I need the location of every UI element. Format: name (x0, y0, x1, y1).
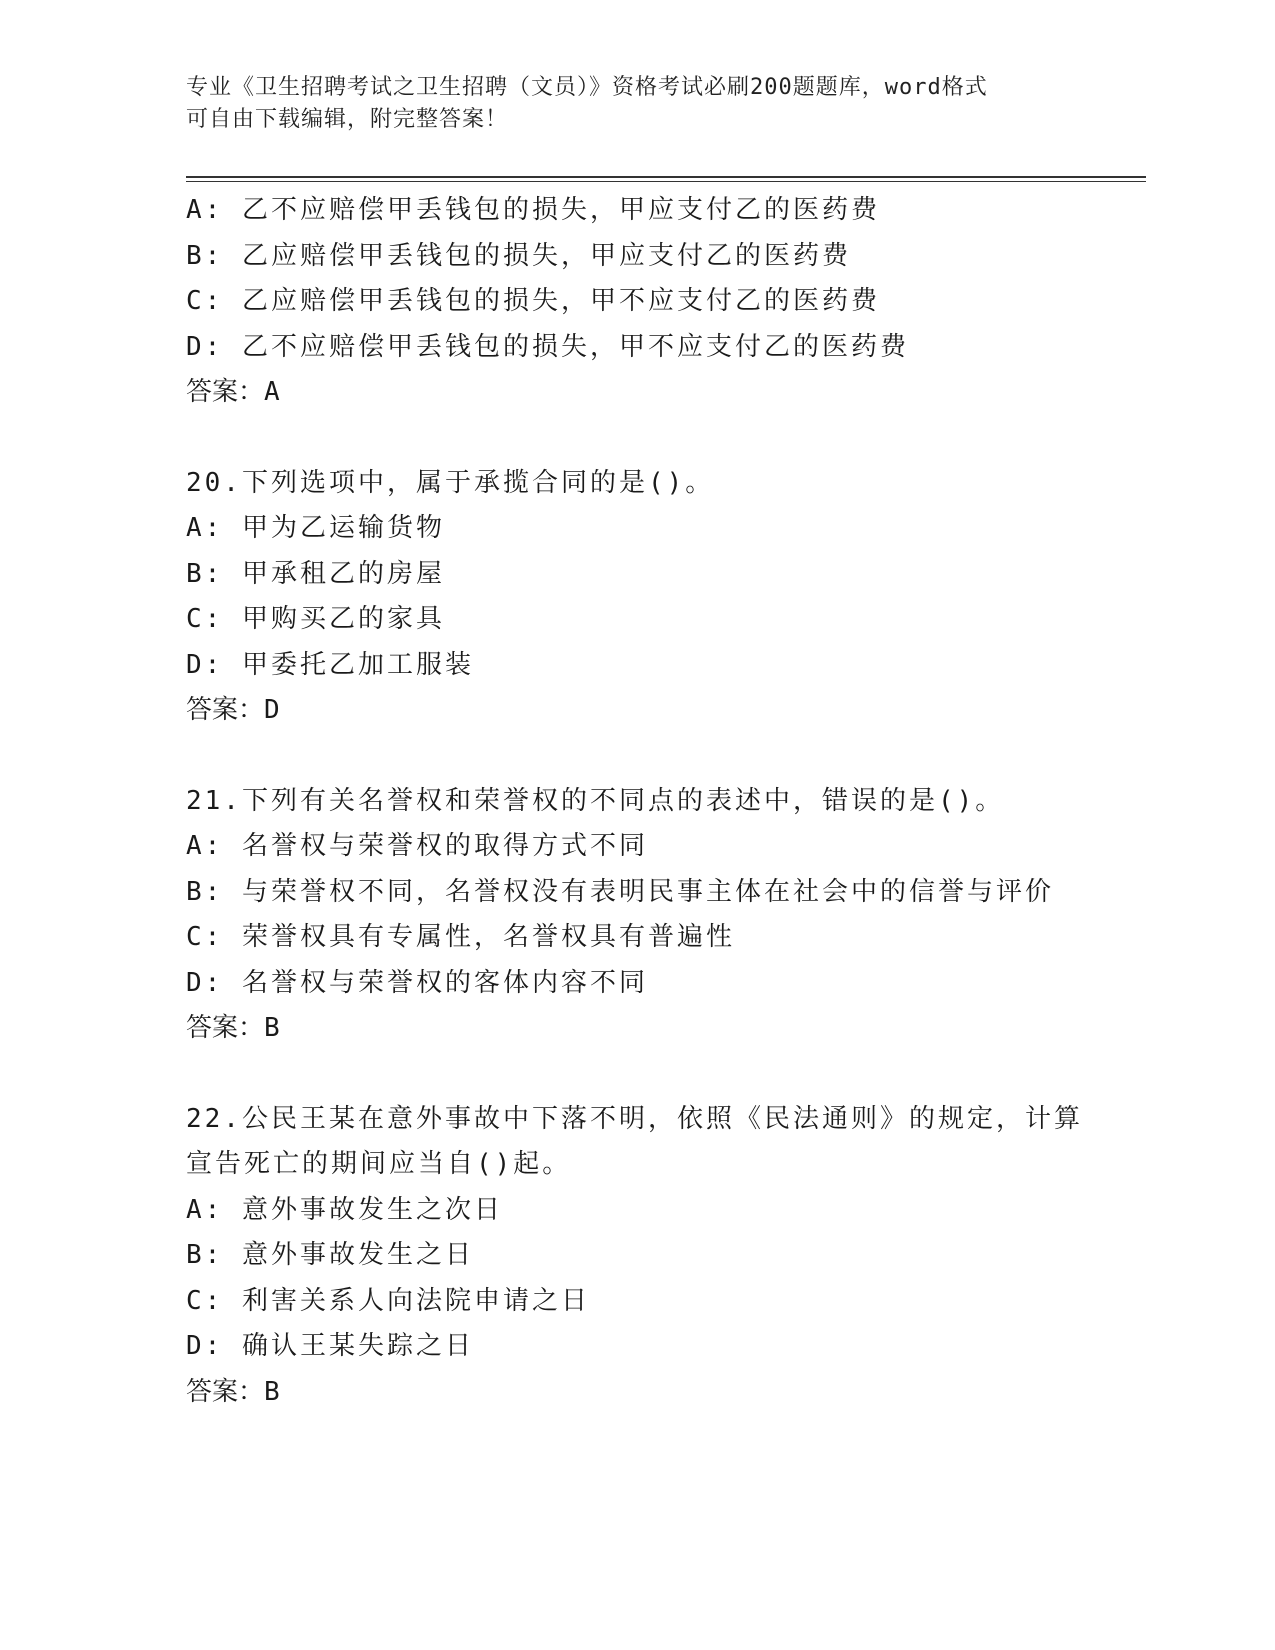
option-a: A: 意外事故发生之次日 (186, 1194, 503, 1225)
question-20-block (186, 461, 1146, 734)
spacer (186, 416, 1146, 461)
option-a: A: 乙不应赔偿甲丢钱包的损失，甲应支付乙的医药费 (186, 195, 880, 225)
question-text-line-1: 22.公民王某在意外事故中下落不明，依照《民法通则》的规定，计算 (186, 1103, 1083, 1134)
header-line-1: 专业《卫生招聘考试之卫生招聘（文员）》资格考试必刷200题题库，word格式 (186, 75, 988, 100)
question-21-block (186, 779, 1146, 1052)
option-b: B: 甲承租乙的房屋 (186, 558, 445, 589)
header-divider-thick (186, 176, 1146, 178)
answer: 答案：B (186, 1376, 280, 1407)
option-c: C: 甲购买乙的家具 (186, 604, 445, 634)
answer: 答案：B (186, 1013, 280, 1043)
question-text: 20.下列选项中，属于承揽合同的是()。 (186, 467, 715, 498)
option-c: C: 荣誉权具有专属性，名誉权具有普遍性 (186, 922, 735, 952)
option-c: C: 利害关系人向法院申请之日 (186, 1285, 590, 1316)
answer: 答案：A (186, 377, 280, 407)
option-b: B: 意外事故发生之日 (186, 1240, 474, 1270)
answer: 答案：D (186, 695, 280, 725)
option-a: A: 甲为乙运输货物 (186, 513, 445, 543)
option-d: D: 乙不应赔偿甲丢钱包的损失，甲不应支付乙的医药费 (186, 331, 909, 362)
spacer (186, 734, 1146, 779)
question-22-block (186, 1097, 1146, 1416)
option-b: B: 乙应赔偿甲丢钱包的损失，甲应支付乙的医药费 (186, 240, 851, 271)
question-text-line-2: 宣告死亡的期间应当自()起。 (186, 1149, 572, 1179)
option-d: D: 名誉权与荣誉权的客体内容不同 (186, 967, 648, 998)
page-header (186, 72, 1086, 136)
option-b: B: 与荣誉权不同，名誉权没有表明民事主体在社会中的信誉与评价 (186, 876, 1054, 907)
question-text: 21.下列有关名誉权和荣誉权的不同点的表述中，错误的是()。 (186, 785, 1005, 816)
question-19-block (186, 188, 1146, 416)
question-content (186, 188, 1146, 1415)
option-a: A: 名誉权与荣誉权的取得方式不同 (186, 831, 648, 861)
spacer (186, 1052, 1146, 1097)
option-d: D: 甲委托乙加工服装 (186, 649, 474, 680)
option-d: D: 确认王某失踪之日 (186, 1331, 474, 1361)
option-c: C: 乙应赔偿甲丢钱包的损失，甲不应支付乙的医药费 (186, 286, 880, 316)
header-divider-thin (186, 181, 1146, 182)
header-line-2: 可自由下载编辑，附完整答案！ (186, 107, 509, 132)
